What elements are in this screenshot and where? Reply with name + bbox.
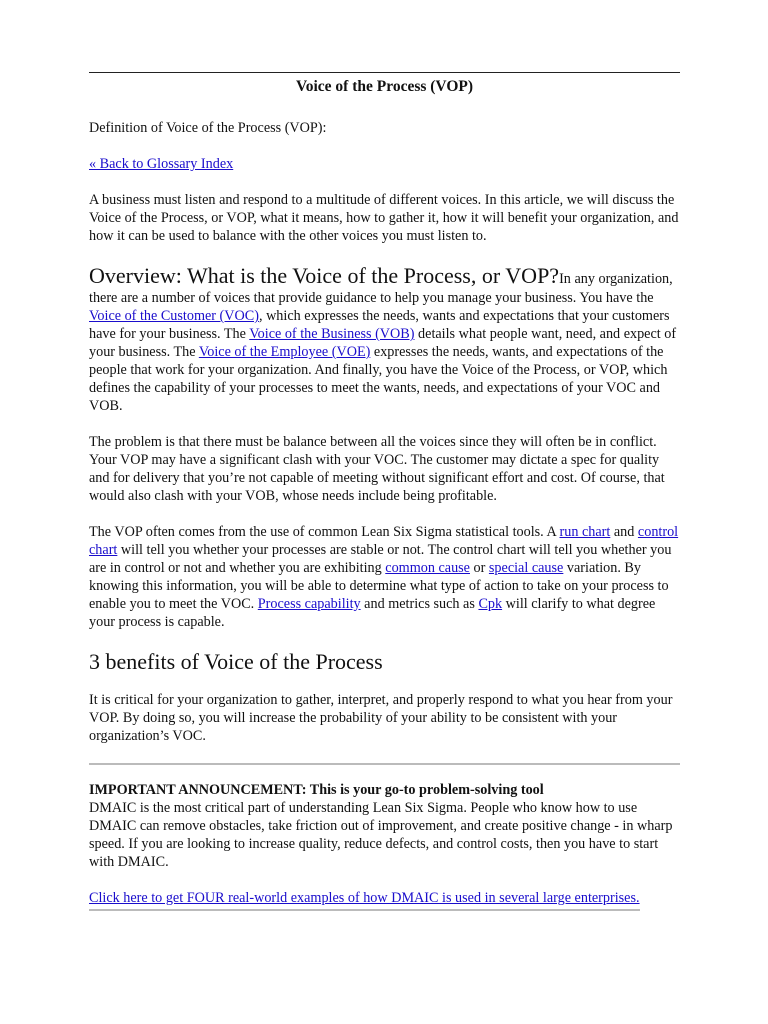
vop-text-7: will clarify to what degree your process is capable. [89, 596, 656, 630]
overview-text-3: details what people want, need, and expect of your business. The [89, 326, 677, 360]
overview-text-1: In any organization, there are a number of voices that provide guidance to help you manage your business. You have the [89, 271, 673, 306]
back-to-glossary-link[interactable]: « Back to Glossary Index [89, 156, 234, 172]
vop-text-1: The VOP often comes from the use of common Lean Six Sigma statistical tools. A [89, 524, 560, 540]
announcement-body: DMAIC is the most critical part of understanding Lean Six Sigma. People who know how to use DMAIC can remove obstacles, take friction out of improvement, and create positive change - in wharp speed. If you are looking to increase quality, reduce defects, and control costs, then you have to start with DMAIC. [89, 800, 673, 870]
cta-paragraph [89, 889, 680, 911]
vop-tools-paragraph [89, 523, 680, 631]
top-rule [89, 72, 680, 73]
overview-heading: Overview: What is the Voice of the Process, or VOP? [89, 263, 560, 288]
process-capability-link[interactable]: Process capability [257, 596, 361, 612]
special-cause-link[interactable]: special cause [488, 560, 564, 576]
run-chart-link[interactable]: run chart [559, 524, 611, 540]
announcement-heading: IMPORTANT ANNOUNCEMENT: This is your go-to problem-solving tool [89, 782, 544, 798]
vop-text-4: or [469, 560, 489, 576]
intro-paragraph: A business must listen and respond to a multitude of different voices. In this article, we will discuss the Voice of the Process, or VOP, what it means, how to gather it, how it will benefit your organization, and how it can be used to balance with the other voices you must listen to. [89, 192, 679, 244]
control-chart-link[interactable]: control chart [89, 524, 679, 558]
common-cause-link[interactable]: common cause [385, 560, 470, 576]
benefits-paragraph: It is critical for your organization to gather, interpret, and properly respond to what you hear from your VOP. By doing so, you will increase the probability of your ability to be consistent with your organization’s VOC. [89, 692, 673, 744]
vop-text-3: will tell you whether your processes are stable or not. The control chart will tell you whether you are in control or not and whether you are exhibiting [89, 542, 672, 576]
cpk-link[interactable]: Cpk [478, 596, 503, 612]
announcement-box [89, 781, 680, 911]
voice-of-employee-link[interactable]: Voice of the Employee (VOE) [198, 344, 371, 360]
back-link-paragraph [89, 155, 680, 173]
vop-text-5: variation. By knowing this information, you will be able to determine what type of action to take on your process to enable you to meet the VOC. [89, 560, 669, 612]
definition-label: Definition of Voice of the Process (VOP): [89, 120, 327, 136]
section-divider [89, 763, 680, 765]
dmaic-examples-link[interactable]: Click here to get FOUR real-world examples of how DMAIC is used in several large enterprises. [89, 889, 640, 911]
overview-paragraph [89, 263, 680, 415]
page-title: Voice of the Process (VOP) [295, 78, 474, 95]
overview-text-4: expresses the needs, wants, and expectations of the people that work for your organization. And finally, you have the Voice of the Process, or VOP, which defines the capability of your processes to meet the wants, needs, and expectations of your VOC and VOB. [89, 344, 668, 414]
benefits-heading: 3 benefits of Voice of the Process [89, 649, 383, 674]
vop-text-6: and metrics such as [360, 596, 479, 612]
voice-of-customer-link[interactable]: Voice of the Customer (VOC) [89, 308, 259, 324]
problem-paragraph: The problem is that there must be balance between all the voices since they will often be in conflict. Your VOP may have a significant clash with your VOC. The customer may dictate a spec for quality and for delivery that you’re not capable of meeting without significant effort and cost. Of course, that would also clash with your VOB, whose needs include being profitable. [89, 434, 665, 504]
document-page [89, 72, 680, 929]
overview-text-2: , which expresses the needs, wants and expectations that your customers have for your business. The [89, 308, 670, 342]
vop-text-2: and [610, 524, 638, 540]
voice-of-business-link[interactable]: Voice of the Business (VOB) [249, 326, 415, 342]
